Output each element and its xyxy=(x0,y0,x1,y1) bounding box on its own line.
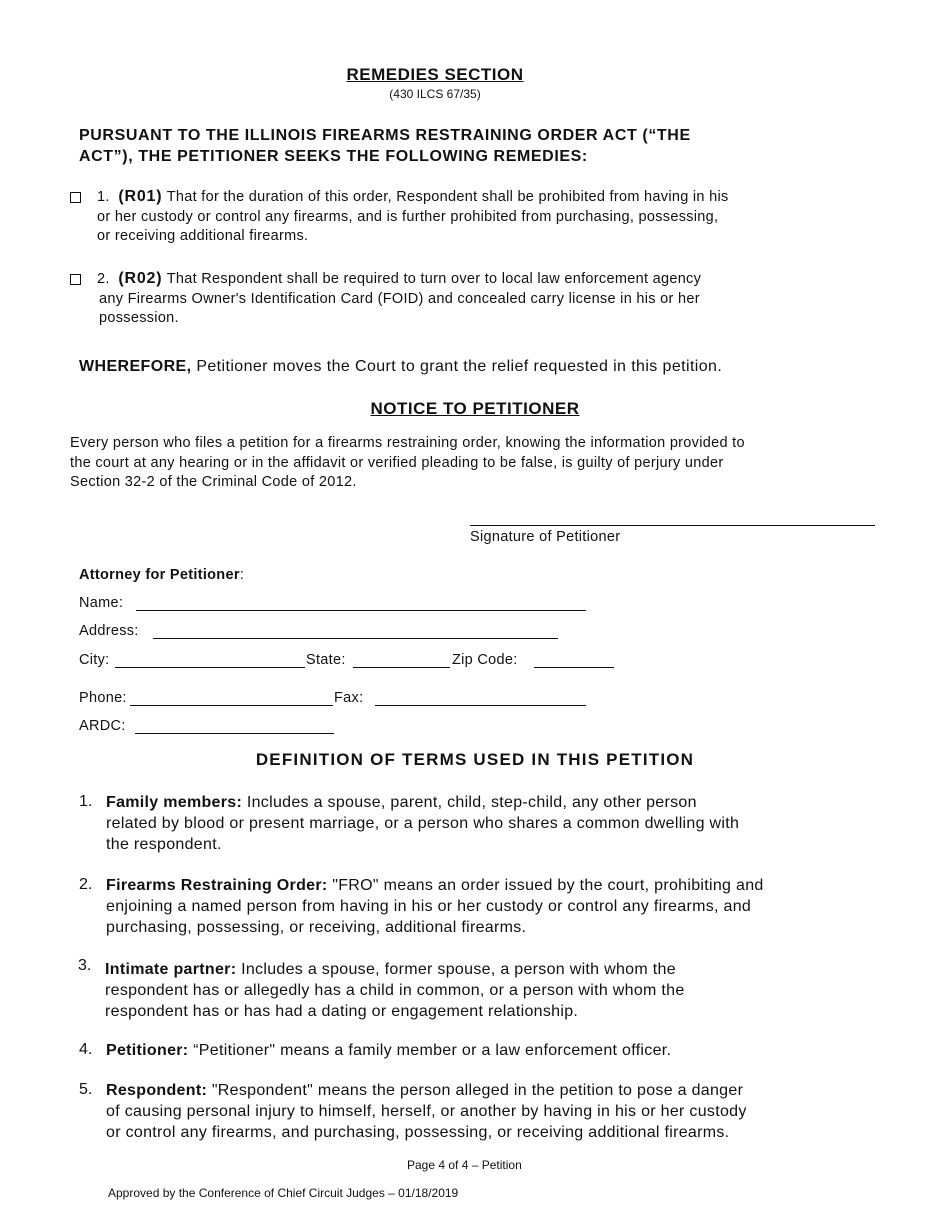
notice-title: NOTICE TO PETITIONER xyxy=(370,399,580,418)
definition-1-line-2: related by blood or present marriage, or a person who shares a common dwelling with xyxy=(106,815,740,832)
notice-line-1: Every person who files a petition for a firearms restraining order, knowing the information provided to xyxy=(70,435,745,451)
remedies-lead xyxy=(79,125,691,167)
wherefore-statement xyxy=(79,358,722,376)
notice-text xyxy=(70,434,890,493)
attorney-heading xyxy=(79,567,244,583)
page-number: Page 4 of 4 – Petition xyxy=(407,1158,522,1172)
definition-5-term: Respondent: xyxy=(106,1082,208,1099)
definition-5-number: 5. xyxy=(79,1081,93,1098)
address-label: Address: xyxy=(79,623,139,639)
remedy-r02 xyxy=(97,269,857,329)
attorney-heading-colon: : xyxy=(239,567,245,583)
attorney-heading-text: Attorney for Petitioner xyxy=(79,567,240,583)
approval-note: Approved by the Conference of Chief Circuit Judges – 01/18/2019 xyxy=(108,1186,459,1200)
fax-label: Fax: xyxy=(334,690,364,706)
definition-2-line-1: "FRO" means an order issued by the court, prohibiting and xyxy=(332,877,764,894)
fax-field[interactable] xyxy=(375,705,586,706)
ardc-field[interactable] xyxy=(135,733,334,734)
definition-intimate-partner xyxy=(105,959,905,1022)
remedy-r01-number: 1. xyxy=(97,189,110,205)
definition-4-number: 4. xyxy=(79,1041,93,1058)
wherefore-text: Petitioner moves the Court to grant the relief requested in this petition. xyxy=(196,358,723,375)
notice-line-2: the court at any hearing or in the affidavit or verified pleading to be false, is guilty of perjury under xyxy=(70,454,724,471)
remedy-r02-code: (R02) xyxy=(118,270,163,287)
phone-label: Phone: xyxy=(79,690,127,706)
definition-respondent xyxy=(106,1080,906,1143)
remedies-lead-line-1: PURSUANT TO THE ILLINOIS FIREARMS RESTRAINING ORDER ACT (“THE xyxy=(79,127,691,144)
definition-1-line-1: Includes a spouse, parent, child, step-child, any other person xyxy=(246,794,697,811)
definition-2-number: 2. xyxy=(79,876,93,893)
definition-petitioner xyxy=(106,1040,906,1061)
definition-3-line-3: respondent has or has had a dating or engagement relationship. xyxy=(105,1003,579,1020)
remedy-r02-checkbox[interactable] xyxy=(70,274,81,285)
remedy-r01 xyxy=(97,187,857,247)
definition-5-line-1: "Respondent" means the person alleged in the petition to pose a danger xyxy=(211,1082,744,1099)
state-field[interactable] xyxy=(353,667,450,668)
definition-3-term: Intimate partner: xyxy=(105,961,237,978)
remedy-r02-line-1: That Respondent shall be required to turn over to local law enforcement agency xyxy=(166,271,702,287)
name-field[interactable] xyxy=(136,610,586,611)
remedy-r01-line-1: That for the duration of this order, Respondent shall be prohibited from having in his xyxy=(166,189,729,205)
remedy-r02-line-2: any Firearms Owner's Identification Card (FOID) and concealed carry license in his or her xyxy=(99,290,700,307)
state-label: State: xyxy=(306,652,346,668)
remedy-r02-line-3: possession. xyxy=(99,310,179,326)
zip-label: Zip Code: xyxy=(452,652,518,668)
city-field[interactable] xyxy=(115,667,305,668)
definition-family-members xyxy=(106,792,906,855)
definition-1-number: 1. xyxy=(79,793,93,810)
zip-field[interactable] xyxy=(534,667,614,668)
definition-4-term: Petitioner: xyxy=(106,1042,189,1059)
definition-3-line-2: respondent has or allegedly has a child in common, or a person with whom the xyxy=(105,982,685,999)
signature-label: Signature of Petitioner xyxy=(470,529,621,545)
remedy-r02-number: 2. xyxy=(97,271,110,287)
definition-4-line-1: “Petitioner" means a family member or a law enforcement officer. xyxy=(193,1042,672,1059)
definition-3-number: 3. xyxy=(78,957,92,974)
remedy-r01-line-2: or her custody or control any firearms, and is further prohibited from purchasing, possessing, xyxy=(97,208,719,225)
remedy-r01-line-3: or receiving additional firearms. xyxy=(97,228,309,244)
statute-citation: (430 ILCS 67/35) xyxy=(389,87,481,101)
notice-line-3: Section 32-2 of the Criminal Code of 2012. xyxy=(70,474,357,490)
address-field[interactable] xyxy=(153,638,558,639)
definition-2-term: Firearms Restraining Order: xyxy=(106,877,328,894)
signature-line[interactable] xyxy=(470,525,875,526)
ardc-label: ARDC: xyxy=(79,718,126,734)
definitions-title: DEFINITION OF TERMS USED IN THIS PETITION xyxy=(255,750,695,769)
definition-1-term: Family members: xyxy=(106,794,243,811)
definition-2-line-2: enjoining a named person from having in his or her custody or control any firearms, and xyxy=(106,898,752,915)
wherefore-bold: WHEREFORE, xyxy=(79,358,192,375)
definition-2-line-3: purchasing, possessing, or receiving, additional firearms. xyxy=(106,919,527,936)
page-title: REMEDIES SECTION xyxy=(346,65,524,84)
definition-5-line-2: of causing personal injury to himself, herself, or another by having in his or her custody xyxy=(106,1103,747,1120)
name-label: Name: xyxy=(79,595,124,611)
remedy-r01-checkbox[interactable] xyxy=(70,192,81,203)
remedy-r01-code: (R01) xyxy=(118,188,163,205)
phone-field[interactable] xyxy=(130,705,333,706)
definition-5-line-3: or control any firearms, and purchasing, possessing, or receiving additional firearms. xyxy=(106,1124,730,1141)
remedies-lead-line-2: ACT”), THE PETITIONER SEEKS THE FOLLOWING REMEDIES: xyxy=(79,148,588,165)
definition-fro xyxy=(106,875,906,938)
city-label: City: xyxy=(79,652,110,668)
definition-3-line-1: Includes a spouse, former spouse, a person with whom the xyxy=(241,961,676,978)
definition-1-line-3: the respondent. xyxy=(106,836,222,853)
